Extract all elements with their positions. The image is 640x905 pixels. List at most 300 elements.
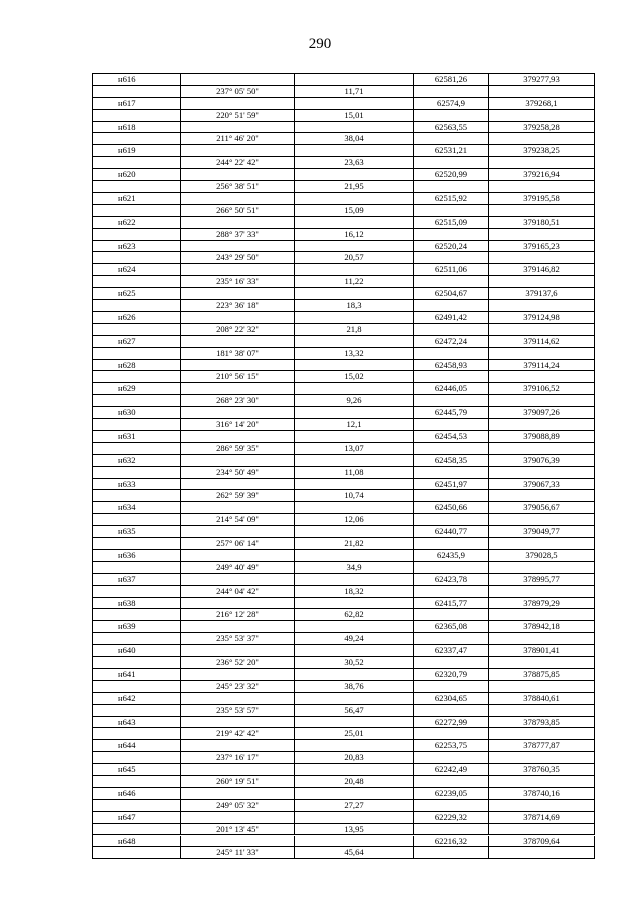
empty-cell bbox=[414, 229, 489, 240]
segment-length: 12,06 bbox=[295, 514, 414, 525]
table-row bbox=[93, 145, 595, 169]
empty-cell bbox=[295, 288, 414, 299]
empty-cell bbox=[181, 74, 295, 85]
segment-line bbox=[93, 776, 595, 788]
empty-cell bbox=[489, 609, 595, 620]
x-coordinate: 62451,97 bbox=[414, 479, 489, 490]
direction-angle: 244° 04' 42" bbox=[181, 586, 295, 597]
point-line bbox=[93, 74, 595, 86]
x-coordinate: 62229,32 bbox=[414, 812, 489, 823]
page-number: 290 bbox=[308, 36, 332, 52]
empty-cell bbox=[489, 86, 595, 97]
x-coordinate: 62491,42 bbox=[414, 312, 489, 323]
direction-angle: 249° 40' 49" bbox=[181, 562, 295, 573]
empty-cell bbox=[93, 824, 181, 835]
empty-cell bbox=[181, 407, 295, 418]
table-row bbox=[93, 169, 595, 193]
direction-angle: 220° 51' 59" bbox=[181, 110, 295, 121]
segment-length: 18,32 bbox=[295, 586, 414, 597]
empty-cell bbox=[489, 252, 595, 263]
point-line bbox=[93, 122, 595, 134]
empty-cell bbox=[295, 241, 414, 252]
empty-cell bbox=[93, 609, 181, 620]
point-name: н634 bbox=[93, 502, 181, 513]
x-coordinate: 62446,05 bbox=[414, 383, 489, 394]
empty-cell bbox=[295, 788, 414, 799]
segment-line bbox=[93, 728, 595, 740]
y-coordinate: 378777,87 bbox=[489, 740, 595, 751]
point-name: н645 bbox=[93, 764, 181, 775]
empty-cell bbox=[489, 800, 595, 811]
y-coordinate: 379028,5 bbox=[489, 550, 595, 561]
empty-cell bbox=[414, 538, 489, 549]
x-coordinate: 62574,9 bbox=[414, 98, 489, 109]
empty-cell bbox=[489, 776, 595, 787]
empty-cell bbox=[181, 693, 295, 704]
empty-cell bbox=[181, 550, 295, 561]
empty-cell bbox=[181, 217, 295, 228]
empty-cell bbox=[414, 586, 489, 597]
empty-cell bbox=[181, 740, 295, 751]
x-coordinate: 62520,24 bbox=[414, 241, 489, 252]
empty-cell bbox=[93, 157, 181, 168]
empty-cell bbox=[181, 360, 295, 371]
direction-angle: 208° 22' 32" bbox=[181, 324, 295, 335]
point-name: н626 bbox=[93, 312, 181, 323]
empty-cell bbox=[295, 669, 414, 680]
y-coordinate: 378760,35 bbox=[489, 764, 595, 775]
segment-length: 38,76 bbox=[295, 681, 414, 692]
empty-cell bbox=[181, 312, 295, 323]
empty-cell bbox=[414, 467, 489, 478]
point-line bbox=[93, 788, 595, 800]
empty-cell bbox=[93, 562, 181, 573]
empty-cell bbox=[181, 336, 295, 347]
empty-cell bbox=[414, 609, 489, 620]
point-name: н636 bbox=[93, 550, 181, 561]
empty-cell bbox=[181, 836, 295, 847]
y-coordinate: 378979,29 bbox=[489, 598, 595, 609]
empty-cell bbox=[489, 419, 595, 430]
segment-length: 23,63 bbox=[295, 157, 414, 168]
y-coordinate: 379137,6 bbox=[489, 288, 595, 299]
empty-cell bbox=[181, 455, 295, 466]
point-name: н631 bbox=[93, 431, 181, 442]
y-coordinate: 379088,89 bbox=[489, 431, 595, 442]
segment-length: 12,1 bbox=[295, 419, 414, 430]
empty-cell bbox=[93, 205, 181, 216]
table-row bbox=[93, 383, 595, 407]
table-row bbox=[93, 598, 595, 622]
point-line bbox=[93, 312, 595, 324]
y-coordinate: 379180,51 bbox=[489, 217, 595, 228]
x-coordinate: 62304,65 bbox=[414, 693, 489, 704]
empty-cell bbox=[489, 395, 595, 406]
empty-cell bbox=[93, 705, 181, 716]
empty-cell bbox=[93, 133, 181, 144]
point-name: н619 bbox=[93, 145, 181, 156]
direction-angle: 235° 53' 37" bbox=[181, 633, 295, 644]
x-coordinate: 62563,55 bbox=[414, 122, 489, 133]
empty-cell bbox=[181, 574, 295, 585]
point-name: н621 bbox=[93, 193, 181, 204]
coordinates-table bbox=[92, 73, 595, 859]
point-line bbox=[93, 98, 595, 110]
point-line bbox=[93, 645, 595, 657]
empty-cell bbox=[489, 229, 595, 240]
y-coordinate: 378901,41 bbox=[489, 645, 595, 656]
segment-length: 30,52 bbox=[295, 657, 414, 668]
empty-cell bbox=[93, 324, 181, 335]
segment-line bbox=[93, 800, 595, 812]
empty-cell bbox=[489, 705, 595, 716]
segment-length: 20,83 bbox=[295, 752, 414, 763]
direction-angle: 288° 37' 33" bbox=[181, 229, 295, 240]
empty-cell bbox=[489, 443, 595, 454]
y-coordinate: 379049,77 bbox=[489, 526, 595, 537]
empty-cell bbox=[414, 348, 489, 359]
y-coordinate: 379114,62 bbox=[489, 336, 595, 347]
empty-cell bbox=[489, 205, 595, 216]
table-row bbox=[93, 740, 595, 764]
point-name: н632 bbox=[93, 455, 181, 466]
empty-cell bbox=[295, 360, 414, 371]
empty-cell bbox=[414, 657, 489, 668]
empty-cell bbox=[181, 145, 295, 156]
empty-cell bbox=[181, 669, 295, 680]
segment-line bbox=[93, 609, 595, 621]
empty-cell bbox=[414, 705, 489, 716]
empty-cell bbox=[414, 252, 489, 263]
point-line bbox=[93, 264, 595, 276]
segment-line bbox=[93, 419, 595, 431]
point-line bbox=[93, 598, 595, 610]
direction-angle: 286° 59' 35" bbox=[181, 443, 295, 454]
point-name: н643 bbox=[93, 717, 181, 728]
direction-angle: 214° 54' 09" bbox=[181, 514, 295, 525]
direction-angle: 216° 12' 28" bbox=[181, 609, 295, 620]
point-name: н630 bbox=[93, 407, 181, 418]
empty-cell bbox=[295, 312, 414, 323]
table-row bbox=[93, 669, 595, 693]
empty-cell bbox=[295, 621, 414, 632]
empty-cell bbox=[295, 502, 414, 513]
empty-cell bbox=[295, 217, 414, 228]
empty-cell bbox=[93, 86, 181, 97]
empty-cell bbox=[181, 383, 295, 394]
segment-line bbox=[93, 252, 595, 264]
empty-cell bbox=[295, 193, 414, 204]
point-line bbox=[93, 479, 595, 491]
x-coordinate: 62365,08 bbox=[414, 621, 489, 632]
empty-cell bbox=[489, 752, 595, 763]
segment-line bbox=[93, 276, 595, 288]
point-name: н628 bbox=[93, 360, 181, 371]
empty-cell bbox=[93, 538, 181, 549]
segment-line bbox=[93, 110, 595, 122]
segment-line bbox=[93, 371, 595, 383]
empty-cell bbox=[93, 181, 181, 192]
x-coordinate: 62272,99 bbox=[414, 717, 489, 728]
empty-cell bbox=[181, 264, 295, 275]
x-coordinate: 62515,09 bbox=[414, 217, 489, 228]
direction-angle: 219° 42' 42" bbox=[181, 728, 295, 739]
x-coordinate: 62511,06 bbox=[414, 264, 489, 275]
point-line bbox=[93, 717, 595, 729]
table-row bbox=[93, 98, 595, 122]
empty-cell bbox=[295, 740, 414, 751]
empty-cell bbox=[93, 586, 181, 597]
empty-cell bbox=[489, 681, 595, 692]
empty-cell bbox=[93, 443, 181, 454]
y-coordinate: 379165,23 bbox=[489, 241, 595, 252]
x-coordinate: 62445,79 bbox=[414, 407, 489, 418]
segment-length: 45,64 bbox=[295, 847, 414, 858]
direction-angle: 223° 36' 18" bbox=[181, 300, 295, 311]
y-coordinate: 379268,1 bbox=[489, 98, 595, 109]
table-row bbox=[93, 360, 595, 384]
direction-angle: 234° 50' 49" bbox=[181, 467, 295, 478]
segment-length: 13,07 bbox=[295, 443, 414, 454]
point-name: н618 bbox=[93, 122, 181, 133]
x-coordinate: 62450,66 bbox=[414, 502, 489, 513]
y-coordinate: 379146,82 bbox=[489, 264, 595, 275]
point-name: н629 bbox=[93, 383, 181, 394]
segment-length: 13,32 bbox=[295, 348, 414, 359]
empty-cell bbox=[93, 229, 181, 240]
empty-cell bbox=[489, 728, 595, 739]
point-name: н635 bbox=[93, 526, 181, 537]
segment-length: 15,02 bbox=[295, 371, 414, 382]
empty-cell bbox=[93, 728, 181, 739]
point-name: н617 bbox=[93, 98, 181, 109]
y-coordinate: 379258,28 bbox=[489, 122, 595, 133]
empty-cell bbox=[181, 431, 295, 442]
empty-cell bbox=[181, 526, 295, 537]
direction-angle: 210° 56' 15" bbox=[181, 371, 295, 382]
point-line bbox=[93, 669, 595, 681]
direction-angle: 236° 52' 20" bbox=[181, 657, 295, 668]
point-line bbox=[93, 288, 595, 300]
point-line bbox=[93, 360, 595, 372]
table-row bbox=[93, 193, 595, 217]
y-coordinate: 378875,85 bbox=[489, 669, 595, 680]
segment-line bbox=[93, 847, 595, 859]
direction-angle: 211° 46' 20" bbox=[181, 133, 295, 144]
empty-cell bbox=[295, 812, 414, 823]
point-line bbox=[93, 407, 595, 419]
direction-angle: 266° 50' 51" bbox=[181, 205, 295, 216]
empty-cell bbox=[93, 467, 181, 478]
empty-cell bbox=[181, 169, 295, 180]
y-coordinate: 379114,24 bbox=[489, 360, 595, 371]
table-row bbox=[93, 122, 595, 146]
table-row bbox=[93, 621, 595, 645]
empty-cell bbox=[295, 169, 414, 180]
empty-cell bbox=[489, 181, 595, 192]
segment-length: 49,24 bbox=[295, 633, 414, 644]
y-coordinate: 378995,77 bbox=[489, 574, 595, 585]
empty-cell bbox=[295, 383, 414, 394]
empty-cell bbox=[414, 276, 489, 287]
empty-cell bbox=[93, 252, 181, 263]
segment-line bbox=[93, 586, 595, 598]
empty-cell bbox=[295, 98, 414, 109]
table-row bbox=[93, 241, 595, 265]
empty-cell bbox=[414, 157, 489, 168]
y-coordinate: 378740,16 bbox=[489, 788, 595, 799]
empty-cell bbox=[295, 764, 414, 775]
x-coordinate: 62458,93 bbox=[414, 360, 489, 371]
direction-angle: 243° 29' 50" bbox=[181, 252, 295, 263]
empty-cell bbox=[93, 276, 181, 287]
point-name: н622 bbox=[93, 217, 181, 228]
point-line bbox=[93, 145, 595, 157]
table-row bbox=[93, 312, 595, 336]
table-row bbox=[93, 645, 595, 669]
table-row bbox=[93, 502, 595, 526]
point-line bbox=[93, 526, 595, 538]
direction-angle: 237° 16' 17" bbox=[181, 752, 295, 763]
point-line bbox=[93, 169, 595, 181]
segment-line bbox=[93, 181, 595, 193]
segment-line bbox=[93, 348, 595, 360]
empty-cell bbox=[414, 800, 489, 811]
empty-cell bbox=[489, 348, 595, 359]
empty-cell bbox=[414, 324, 489, 335]
empty-cell bbox=[489, 300, 595, 311]
empty-cell bbox=[93, 395, 181, 406]
segment-length: 13,95 bbox=[295, 824, 414, 835]
empty-cell bbox=[489, 514, 595, 525]
direction-angle: 235° 16' 33" bbox=[181, 276, 295, 287]
segment-length: 9,26 bbox=[295, 395, 414, 406]
empty-cell bbox=[181, 479, 295, 490]
empty-cell bbox=[414, 728, 489, 739]
x-coordinate: 62435,9 bbox=[414, 550, 489, 561]
point-name: н641 bbox=[93, 669, 181, 680]
empty-cell bbox=[93, 657, 181, 668]
point-line bbox=[93, 550, 595, 562]
segment-line bbox=[93, 229, 595, 241]
point-name: н646 bbox=[93, 788, 181, 799]
table-row bbox=[93, 288, 595, 312]
empty-cell bbox=[414, 633, 489, 644]
segment-length: 15,09 bbox=[295, 205, 414, 216]
segment-line bbox=[93, 157, 595, 169]
empty-cell bbox=[181, 812, 295, 823]
table-row bbox=[93, 788, 595, 812]
point-line bbox=[93, 502, 595, 514]
segment-length: 21,8 bbox=[295, 324, 414, 335]
segment-length: 20,48 bbox=[295, 776, 414, 787]
empty-cell bbox=[414, 133, 489, 144]
segment-line bbox=[93, 681, 595, 693]
empty-cell bbox=[181, 621, 295, 632]
empty-cell bbox=[181, 193, 295, 204]
segment-length: 11,08 bbox=[295, 467, 414, 478]
empty-cell bbox=[489, 586, 595, 597]
table-row bbox=[93, 407, 595, 431]
empty-cell bbox=[295, 431, 414, 442]
empty-cell bbox=[93, 800, 181, 811]
x-coordinate: 62320,79 bbox=[414, 669, 489, 680]
table-row bbox=[93, 717, 595, 741]
segment-length: 18,3 bbox=[295, 300, 414, 311]
y-coordinate: 378840,61 bbox=[489, 693, 595, 704]
segment-length: 11,71 bbox=[295, 86, 414, 97]
empty-cell bbox=[414, 300, 489, 311]
empty-cell bbox=[295, 145, 414, 156]
segment-line bbox=[93, 633, 595, 645]
empty-cell bbox=[181, 98, 295, 109]
point-name: н625 bbox=[93, 288, 181, 299]
empty-cell bbox=[489, 467, 595, 478]
y-coordinate: 378709,64 bbox=[489, 836, 595, 847]
empty-cell bbox=[93, 348, 181, 359]
empty-cell bbox=[489, 657, 595, 668]
segment-line bbox=[93, 538, 595, 550]
empty-cell bbox=[489, 324, 595, 335]
y-coordinate: 378714,69 bbox=[489, 812, 595, 823]
empty-cell bbox=[181, 788, 295, 799]
segment-length: 38,04 bbox=[295, 133, 414, 144]
point-line bbox=[93, 193, 595, 205]
empty-cell bbox=[295, 526, 414, 537]
y-coordinate: 379195,58 bbox=[489, 193, 595, 204]
empty-cell bbox=[414, 514, 489, 525]
x-coordinate: 62458,35 bbox=[414, 455, 489, 466]
empty-cell bbox=[295, 74, 414, 85]
empty-cell bbox=[295, 717, 414, 728]
y-coordinate: 379097,26 bbox=[489, 407, 595, 418]
direction-angle: 249° 05' 32" bbox=[181, 800, 295, 811]
empty-cell bbox=[295, 336, 414, 347]
table-row bbox=[93, 455, 595, 479]
point-line bbox=[93, 574, 595, 586]
table-row bbox=[93, 264, 595, 288]
empty-cell bbox=[489, 371, 595, 382]
point-line bbox=[93, 431, 595, 443]
empty-cell bbox=[295, 264, 414, 275]
y-coordinate: 379106,52 bbox=[489, 383, 595, 394]
segment-line bbox=[93, 205, 595, 217]
empty-cell bbox=[93, 371, 181, 382]
table-row bbox=[93, 764, 595, 788]
segment-length: 62,82 bbox=[295, 609, 414, 620]
empty-cell bbox=[414, 490, 489, 501]
empty-cell bbox=[93, 490, 181, 501]
empty-cell bbox=[93, 633, 181, 644]
empty-cell bbox=[181, 717, 295, 728]
x-coordinate: 62440,77 bbox=[414, 526, 489, 537]
point-name: н647 bbox=[93, 812, 181, 823]
point-name: н620 bbox=[93, 169, 181, 180]
empty-cell bbox=[414, 847, 489, 858]
empty-cell bbox=[489, 538, 595, 549]
direction-angle: 257° 06' 14" bbox=[181, 538, 295, 549]
y-coordinate: 378942,18 bbox=[489, 621, 595, 632]
segment-line bbox=[93, 705, 595, 717]
x-coordinate: 62216,32 bbox=[414, 836, 489, 847]
segment-line bbox=[93, 324, 595, 336]
segment-line bbox=[93, 395, 595, 407]
empty-cell bbox=[181, 502, 295, 513]
empty-cell bbox=[414, 419, 489, 430]
y-coordinate: 379076,39 bbox=[489, 455, 595, 466]
point-name: н640 bbox=[93, 645, 181, 656]
x-coordinate: 62472,24 bbox=[414, 336, 489, 347]
